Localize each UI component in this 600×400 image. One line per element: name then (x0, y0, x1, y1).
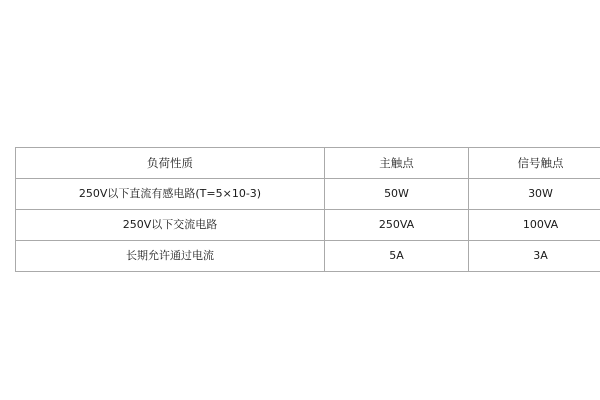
cell-main-contact: 5A (325, 241, 469, 272)
column-header-signal-contact: 信号触点 (469, 148, 600, 179)
cell-load-type: 250V以下直流有感电路(T=5×10-3) (16, 179, 325, 210)
cell-signal-contact: 3A (469, 241, 600, 272)
cell-main-contact: 250VA (325, 210, 469, 241)
column-header-main-contact: 主触点 (325, 148, 469, 179)
cell-main-contact: 50W (325, 179, 469, 210)
table-header-row (16, 148, 600, 179)
cell-load-type: 长期允许通过电流 (16, 241, 325, 272)
table-row (16, 210, 600, 241)
table-row (16, 179, 600, 210)
column-header-load-type: 负荷性质 (16, 148, 325, 179)
cell-load-type: 250V以下交流电路 (16, 210, 325, 241)
cell-signal-contact: 100VA (469, 210, 600, 241)
cell-signal-contact: 30W (469, 179, 600, 210)
contact-capacity-table (15, 147, 600, 272)
table-row (16, 241, 600, 272)
